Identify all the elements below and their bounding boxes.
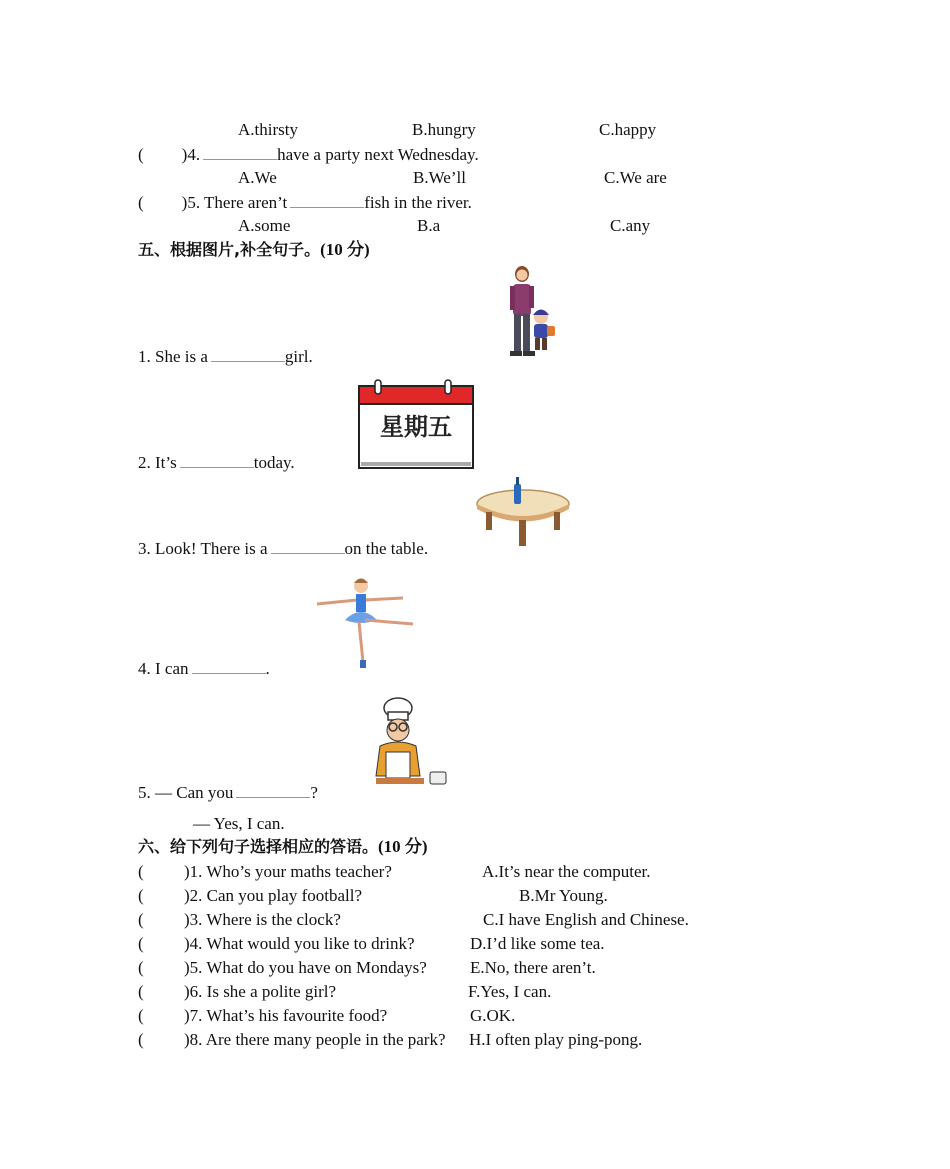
question-text: )4. What would you like to drink?	[184, 934, 415, 953]
item-text-before: 2. It’s	[138, 453, 177, 472]
match-question-7	[138, 1006, 387, 1026]
section6-title-score: (10 分)	[378, 837, 428, 856]
question-text: )7. What’s his favourite food?	[184, 1006, 388, 1025]
paren[interactable]: (	[138, 1006, 144, 1025]
item-text-after: .	[265, 659, 270, 678]
question-text: )5. What do you have on Mondays?	[184, 958, 427, 977]
match-answer-e: E.No, there aren’t.	[470, 958, 596, 977]
question-text: )3. Where is the clock?	[184, 910, 341, 929]
question-text: fish in the river.	[364, 193, 472, 212]
section5-title-score: (10 分)	[320, 240, 370, 259]
paren[interactable]: (	[138, 910, 144, 929]
item-text-before: 5. — Can you	[138, 783, 234, 802]
section6-title	[138, 837, 428, 857]
match-answer-h: H.I often play ping-pong.	[469, 1030, 643, 1049]
answer-blank[interactable]	[211, 346, 285, 362]
match-answer-c: C.I have English and Chinese.	[483, 910, 689, 929]
item-text-after: ?	[310, 783, 318, 802]
paren[interactable]: (	[138, 958, 144, 977]
picture-item-2	[138, 452, 295, 473]
picture-item-3	[138, 538, 428, 559]
match-question-3	[138, 910, 341, 930]
match-answer-g: G.OK.	[470, 1006, 516, 1025]
picture-item-5	[138, 782, 318, 803]
match-question-6	[138, 982, 336, 1002]
answer-blank[interactable]	[271, 538, 345, 554]
match-answer-f: F.Yes, I can.	[468, 982, 552, 1001]
question-5	[138, 192, 472, 213]
question-text: )6. Is she a polite girl?	[184, 982, 337, 1001]
item-text-before: 1. She is a	[138, 347, 208, 366]
paren[interactable]: (	[138, 982, 144, 1001]
woman-helping-child-picture	[500, 262, 560, 365]
item-text-after: girl.	[284, 347, 313, 366]
q5-option-a: A.some	[238, 216, 291, 235]
match-answer-b: B.Mr Young.	[519, 886, 608, 905]
match-answer-d: D.I’d like some tea.	[470, 934, 605, 953]
paren[interactable]: (	[138, 886, 144, 905]
q3-option-a: A.thirsty	[238, 120, 298, 139]
match-answer-a: A.It’s near the computer.	[482, 862, 651, 881]
match-question-1	[138, 862, 392, 882]
calendar-day-label: 星期五	[380, 413, 452, 441]
paren[interactable]: (	[138, 1030, 144, 1049]
q4-option-c: C.We are	[604, 168, 667, 187]
chef-cooking-picture	[370, 696, 454, 799]
match-question-5	[138, 958, 427, 978]
answer-blank[interactable]	[203, 144, 277, 160]
q4-option-a: A.We	[238, 168, 277, 187]
ballet-dancer-picture	[313, 574, 417, 677]
section5-title	[138, 240, 370, 260]
item-text-before: 3. Look! There is a	[138, 539, 268, 558]
answer-blank[interactable]	[192, 658, 266, 674]
question-number: )5. There aren’t	[181, 193, 288, 212]
question-number: )4.	[181, 145, 201, 164]
item-text-before: 4. I can	[138, 659, 189, 678]
picture-item-4	[138, 658, 270, 679]
paren: (	[138, 145, 144, 164]
section6-title-cn: 六、给下列句子选择相应的答语。	[138, 837, 379, 856]
item-5-reply: — Yes, I can.	[193, 814, 285, 833]
paren[interactable]: (	[138, 862, 144, 881]
answer-blank[interactable]	[236, 782, 310, 798]
q5-option-c: C.any	[610, 216, 651, 235]
match-question-8	[138, 1030, 446, 1050]
paren: (	[138, 193, 144, 212]
q3-option-c: C.happy	[599, 120, 657, 139]
question-text: )1. Who’s your maths teacher?	[184, 862, 392, 881]
answer-blank[interactable]	[290, 192, 364, 208]
question-text: )8. Are there many people in the park?	[184, 1030, 446, 1049]
question-text: )2. Can you play football?	[184, 886, 362, 905]
item-text-after: on the table.	[344, 539, 429, 558]
match-question-2	[138, 886, 362, 906]
bottle-on-table-picture	[474, 474, 572, 555]
match-question-4	[138, 934, 415, 954]
q4-option-b: B.We’ll	[413, 168, 466, 187]
question-text: have a party next Wednesday.	[277, 145, 479, 164]
q3-option-b: B.hungry	[412, 120, 476, 139]
item-text-after: today.	[253, 453, 295, 472]
question-4	[138, 144, 479, 165]
answer-blank[interactable]	[180, 452, 254, 468]
q5-option-b: B.a	[417, 216, 441, 235]
calendar-friday-picture	[357, 378, 475, 475]
section5-title-cn: 五、根据图片,补全句子。	[138, 240, 321, 259]
picture-item-1	[138, 346, 313, 367]
paren[interactable]: (	[138, 934, 144, 953]
